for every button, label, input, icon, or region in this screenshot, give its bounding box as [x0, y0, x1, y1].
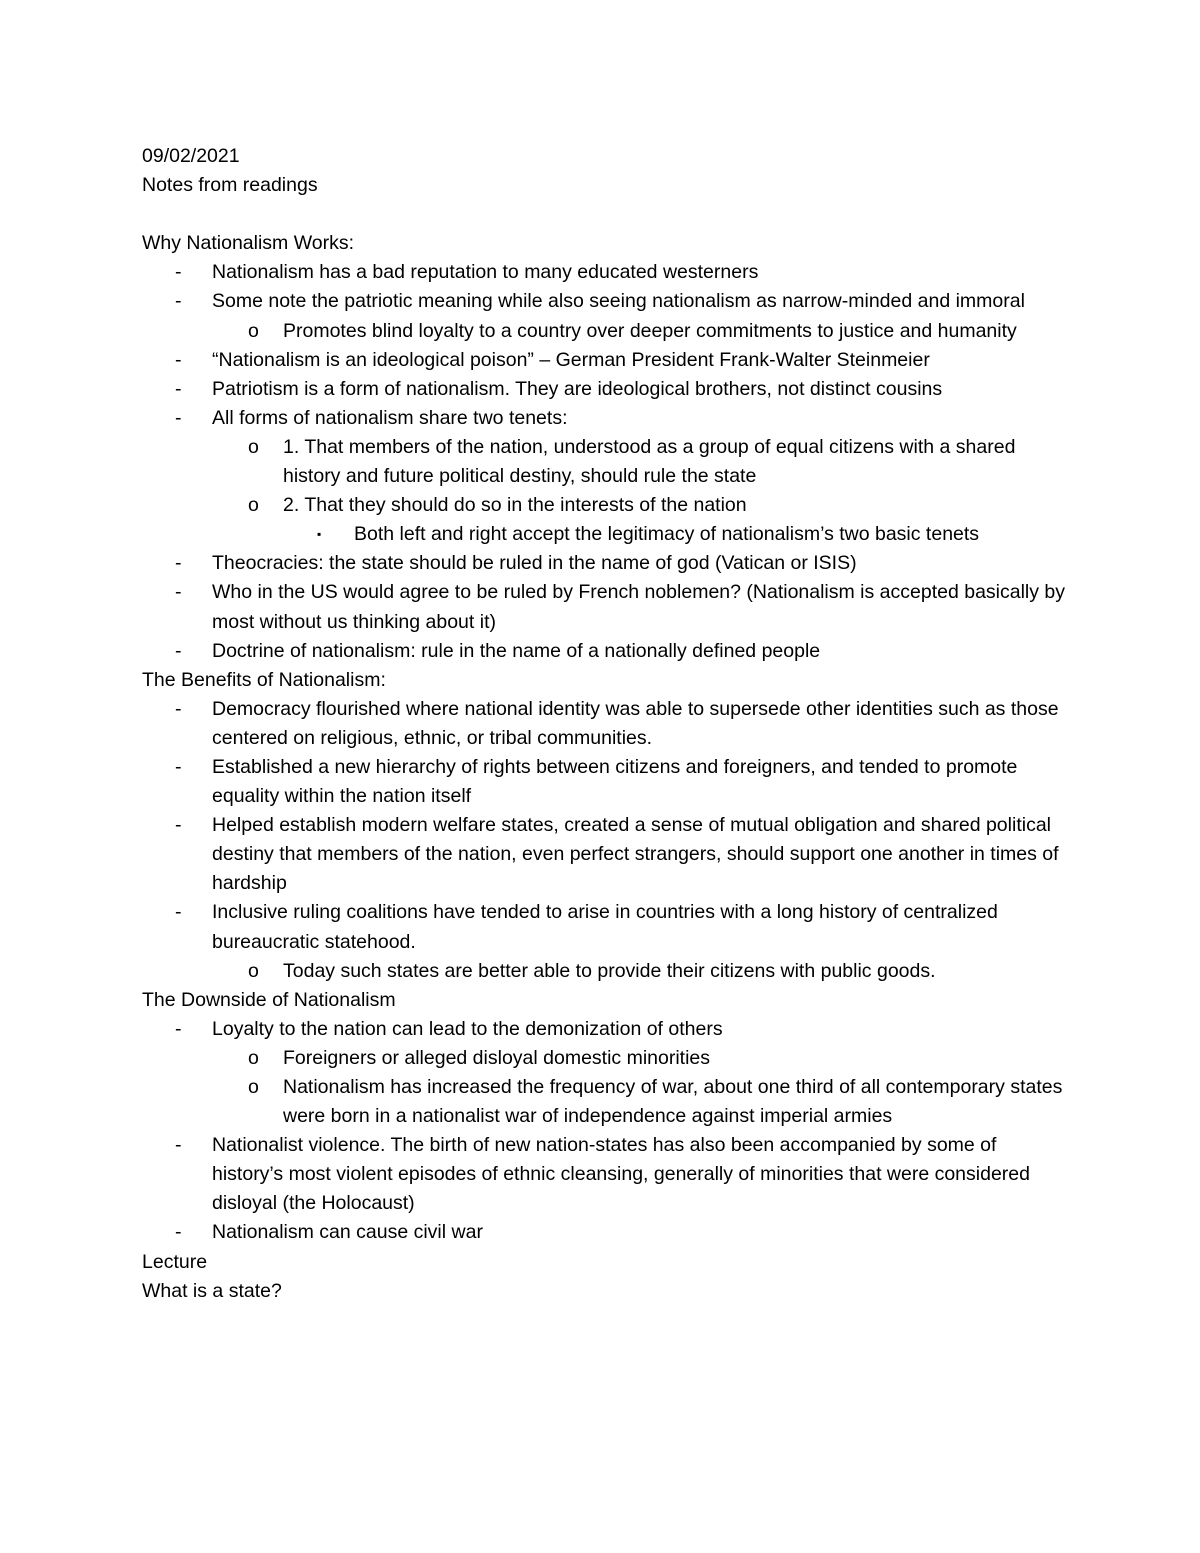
list-item-level-2 [142, 1073, 1072, 1131]
bullet-marker: - [175, 348, 182, 371]
list-item-text: 2. That they should do so in the interests of the nation [283, 494, 747, 517]
bullet-marker: - [175, 1017, 182, 1040]
list-item-text: Democracy flourished where national identity was able to supersede other identities such as those centered on religious, ethnic, or tribal communities. [212, 697, 1059, 749]
section-heading: The Benefits of Nationalism: [142, 668, 386, 691]
list-item-level-1 [142, 404, 1072, 433]
bullet-marker: - [175, 552, 182, 575]
list-item-text: Promotes blind loyalty to a country over deeper commitments to justice and humanity [283, 319, 1017, 342]
list-item-level-2 [142, 317, 1072, 346]
lecture-question: What is a state? [142, 1279, 282, 1302]
bullet-marker: - [175, 261, 182, 284]
bullet-marker: - [175, 581, 182, 604]
list-item-text: Loyalty to the nation can lead to the demonization of others [212, 1017, 723, 1040]
bullet-marker: - [175, 901, 182, 924]
list-item-level-1 [142, 753, 1072, 811]
list-item-text: Foreigners or alleged disloyal domestic minorities [283, 1046, 711, 1069]
list-item-level-1 [142, 346, 1072, 375]
list-item-level-1 [142, 637, 1072, 666]
bullet-marker: - [175, 406, 182, 429]
bullet-marker: - [175, 290, 182, 313]
list-item-text: Nationalist violence. The birth of new nation-states has also been accompanied by some of history’s most violent episodes of ethnic cleansing, generally of minorities that were considered disloyal (the Holocaust) [212, 1134, 1030, 1215]
section-heading: The Downside of Nationalism [142, 988, 396, 1011]
list-item-level-1 [142, 1131, 1072, 1218]
list-item-level-1 [142, 375, 1072, 404]
list-item-level-1 [142, 549, 1072, 578]
list-item-level-2 [142, 491, 1072, 520]
list-item-level-2 [142, 957, 1072, 986]
document-subtitle: Notes from readings [142, 174, 318, 197]
list-item-text: Today such states are better able to provide their citizens with public goods. [283, 959, 936, 982]
list-item-level-1 [142, 287, 1072, 316]
bullet-marker: - [175, 639, 182, 662]
list-item-text: Nationalism has increased the frequency of war, about one third of all contemporary states were born in a nationalist war of independence against imperial armies [283, 1076, 1063, 1128]
list-item-text: Both left and right accept the legitimacy of nationalism’s two basic tenets [354, 523, 980, 546]
bullet-marker: o [248, 959, 259, 982]
list-item-level-1 [142, 695, 1072, 753]
list-item-level-1 [142, 898, 1072, 956]
list-item-text: Patriotism is a form of nationalism. They are ideological brothers, not distinct cousins [212, 377, 943, 400]
bullet-marker: o [248, 494, 259, 517]
bullet-marker: o [248, 1076, 259, 1098]
list-item-text: Nationalism has a bad reputation to many educated westerners [212, 261, 759, 284]
lecture-heading: Lecture [142, 1250, 208, 1273]
notes-sections [142, 229, 1072, 1247]
list-item-text: Some note the patriotic meaning while also seeing nationalism as narrow-minded and immoral [212, 290, 1025, 313]
list-item-text: Established a new hierarchy of rights between citizens and foreigners, and tended to promote equality within the nation itself [212, 755, 1018, 808]
list-item-text: Who in the US would agree to be ruled by French noblemen? (Nationalism is accepted basically by most without us thinking about it) [212, 581, 1066, 633]
document-body [142, 142, 1072, 1306]
bullet-marker: o [248, 319, 259, 342]
list-item-text: Inclusive ruling coalitions have tended to arise in countries with a long history of centralized bureaucratic statehood. [212, 901, 998, 953]
closing-lines [142, 1248, 1072, 1306]
list-item-level-1 [142, 1015, 1072, 1044]
bullet-marker: - [175, 377, 182, 400]
list-item-level-1 [142, 258, 1072, 287]
list-item-text: Theocracies: the state should be ruled in the name of god (Vatican or ISIS) [212, 552, 857, 575]
bullet-marker: - [175, 755, 182, 778]
bullet-marker: - [175, 1221, 182, 1244]
list-item-level-1 [142, 578, 1072, 636]
list-item-level-2 [142, 433, 1072, 491]
list-item-text: “Nationalism is an ideological poison” – German President Frank-Walter Steinmeier [212, 348, 930, 371]
list-item-level-1 [142, 811, 1072, 898]
list-item-level-2 [142, 1044, 1072, 1073]
list-item-text: All forms of nationalism share two tenets: [212, 406, 568, 429]
bullet-marker: o [248, 435, 259, 458]
list-item-text: Doctrine of nationalism: rule in the name of a nationally defined people [212, 639, 821, 662]
document-date: 09/02/2021 [142, 145, 240, 167]
bullet-marker: ▪ [317, 527, 322, 542]
bullet-marker: - [175, 697, 182, 720]
bullet-marker: - [175, 814, 182, 837]
list-item-level-3 [142, 520, 1072, 549]
bullet-marker: - [175, 1134, 182, 1157]
bullet-marker: o [248, 1046, 259, 1069]
section-heading: Why Nationalism Works: [142, 232, 355, 255]
list-item-level-1 [142, 1218, 1072, 1247]
list-item-text: 1. That members of the nation, understood as a group of equal citizens with a shared history and future political destiny, should rule the state [283, 435, 1016, 488]
blank-line [142, 200, 1072, 229]
list-item-text: Nationalism can cause civil war [212, 1221, 483, 1244]
list-item-text: Helped establish modern welfare states, created a sense of mutual obligation and shared political destiny that members of the nation, even perfect strangers, should support one another in times of hardship [212, 814, 1059, 895]
